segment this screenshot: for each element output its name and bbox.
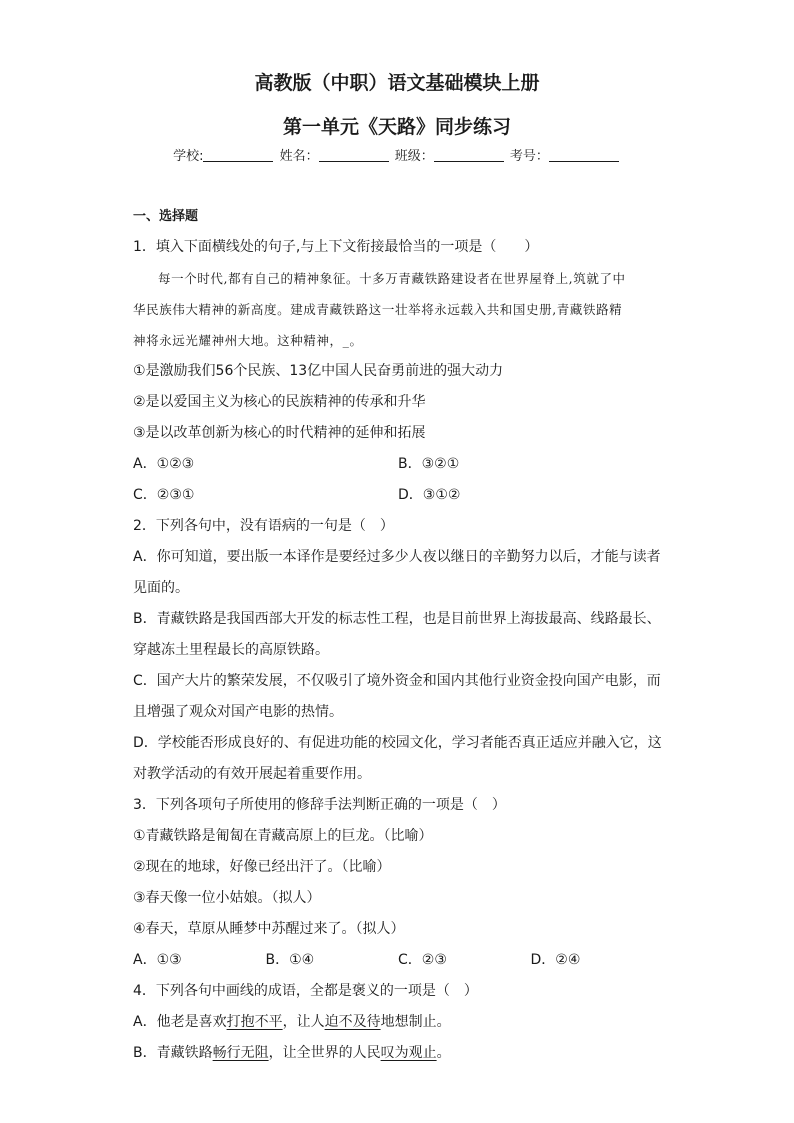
question-4-option-a[interactable] [133, 1007, 663, 1038]
question-3-option-b[interactable]: B．①④ [265, 952, 315, 968]
passage-line: 华民族伟大精神的新高度。建成青藏铁路这一壮举将永远载入共和国史册,青藏铁路精 [133, 302, 623, 317]
option-text: A．他老是喜欢 [133, 1014, 227, 1030]
question-1-option-d[interactable]: D．③①② [398, 487, 461, 503]
class-label: 班级： [394, 149, 434, 164]
question-1-item: ②是以爱国主义为核心的民族精神的传承和升华 [133, 394, 426, 410]
question-1-option-b[interactable]: B．③②① [398, 456, 460, 472]
name-blank[interactable] [319, 148, 389, 162]
question-1-options-row [133, 449, 663, 480]
exam-number-blank[interactable] [549, 148, 619, 162]
question-2-stem: 2．下列各句中，没有语病的一句是（ ） [133, 518, 394, 534]
document-title: 高教版（中职）语文基础模块上册 [254, 72, 540, 94]
exam-number-label: 考号： [509, 149, 549, 164]
class-blank[interactable] [434, 148, 504, 162]
underlined-idiom: 叹为观止 [380, 1045, 437, 1061]
underlined-idiom: 迫不及待 [324, 1014, 381, 1030]
underlined-idiom: 打抱不平 [226, 1014, 283, 1030]
passage-line: 神将永远光耀神州大地。这种精神，_。 [133, 333, 363, 348]
question-1-options-row [133, 480, 663, 511]
option-text: B．青藏铁路 [133, 1045, 213, 1061]
school-label: 学校: [173, 149, 204, 164]
question-3-options-row [133, 945, 663, 976]
question-3-stem: 3．下列各项句子所使用的修辞手法判断正确的一项是（ ） [133, 797, 506, 813]
name-label: 姓名： [279, 149, 319, 164]
passage-line: 每一个时代,都有自己的精神象征。十多万青藏铁路建设者在世界屋脊上,筑就了中 [158, 271, 626, 286]
question-2-option-b[interactable]: B．青藏铁路是我国西部大开发的标志性工程，也是目前世界上海拔最高、线路最长、穿越冻土里程最长的高原铁路。 [133, 611, 661, 658]
question-1-item: ③是以改革创新为核心的时代精神的延伸和拓展 [133, 425, 426, 441]
question-3-option-d[interactable]: D．②④ [530, 952, 581, 968]
question-2-option-d[interactable]: D．学校能否形成良好的、有促进功能的校园文化，学习者能否真正适应并融入它，这对教学活动的有效开展起着重要作用。 [133, 735, 662, 782]
underlined-idiom: 畅行无阻 [212, 1045, 269, 1061]
option-text: ，让人 [282, 1014, 325, 1030]
question-1-passage [133, 263, 663, 356]
question-3-item: ②现在的地球，好像已经出汗了。（比喻） [133, 859, 391, 875]
question-3-item: ④春天，草原从睡梦中苏醒过来了。（拟人） [133, 921, 405, 937]
question-1-option-a[interactable]: A．①②③ [133, 456, 195, 472]
question-3-item: ③春天像一位小姑娘。（拟人） [133, 890, 321, 906]
option-text: 。 [436, 1045, 451, 1061]
section-heading: 一、选择题 [133, 209, 199, 224]
question-3-option-c[interactable]: C．②③ [398, 952, 447, 968]
question-3-option-a[interactable]: A．①③ [133, 952, 182, 968]
question-2-option-a[interactable]: A．你可知道，要出版一本译作是要经过多少人夜以继日的辛勤努力以后，才能与读者见面的。 [133, 549, 661, 596]
question-1-item: ①是激励我们56个民族、13亿中国人民奋勇前进的强大动力 [133, 363, 504, 379]
question-1-stem: 1．填入下面横线处的句子,与上下文衔接最恰当的一项是（ ） [133, 239, 539, 255]
document-subtitle: 第一单元《天路》同步练习 [282, 116, 511, 138]
option-text: 地想制止。 [380, 1014, 451, 1030]
question-2-option-c[interactable]: C．国产大片的繁荣发展，不仅吸引了境外资金和国内其他行业资金投向国产电影，而且增强了观众对国产电影的热情。 [133, 673, 661, 720]
question-4-option-b[interactable] [133, 1038, 663, 1069]
question-3-item: ①青藏铁路是匍匐在青藏高原上的巨龙。（比喻） [133, 828, 433, 844]
student-info-line [0, 145, 794, 164]
school-blank[interactable] [203, 148, 273, 162]
question-4-stem: 4．下列各句中画线的成语，全都是褒义的一项是（ ） [133, 983, 478, 999]
option-text: ，让全世界的人民 [268, 1045, 381, 1061]
questions-area [133, 205, 663, 1069]
question-1-option-c[interactable]: C．②③① [133, 487, 195, 503]
